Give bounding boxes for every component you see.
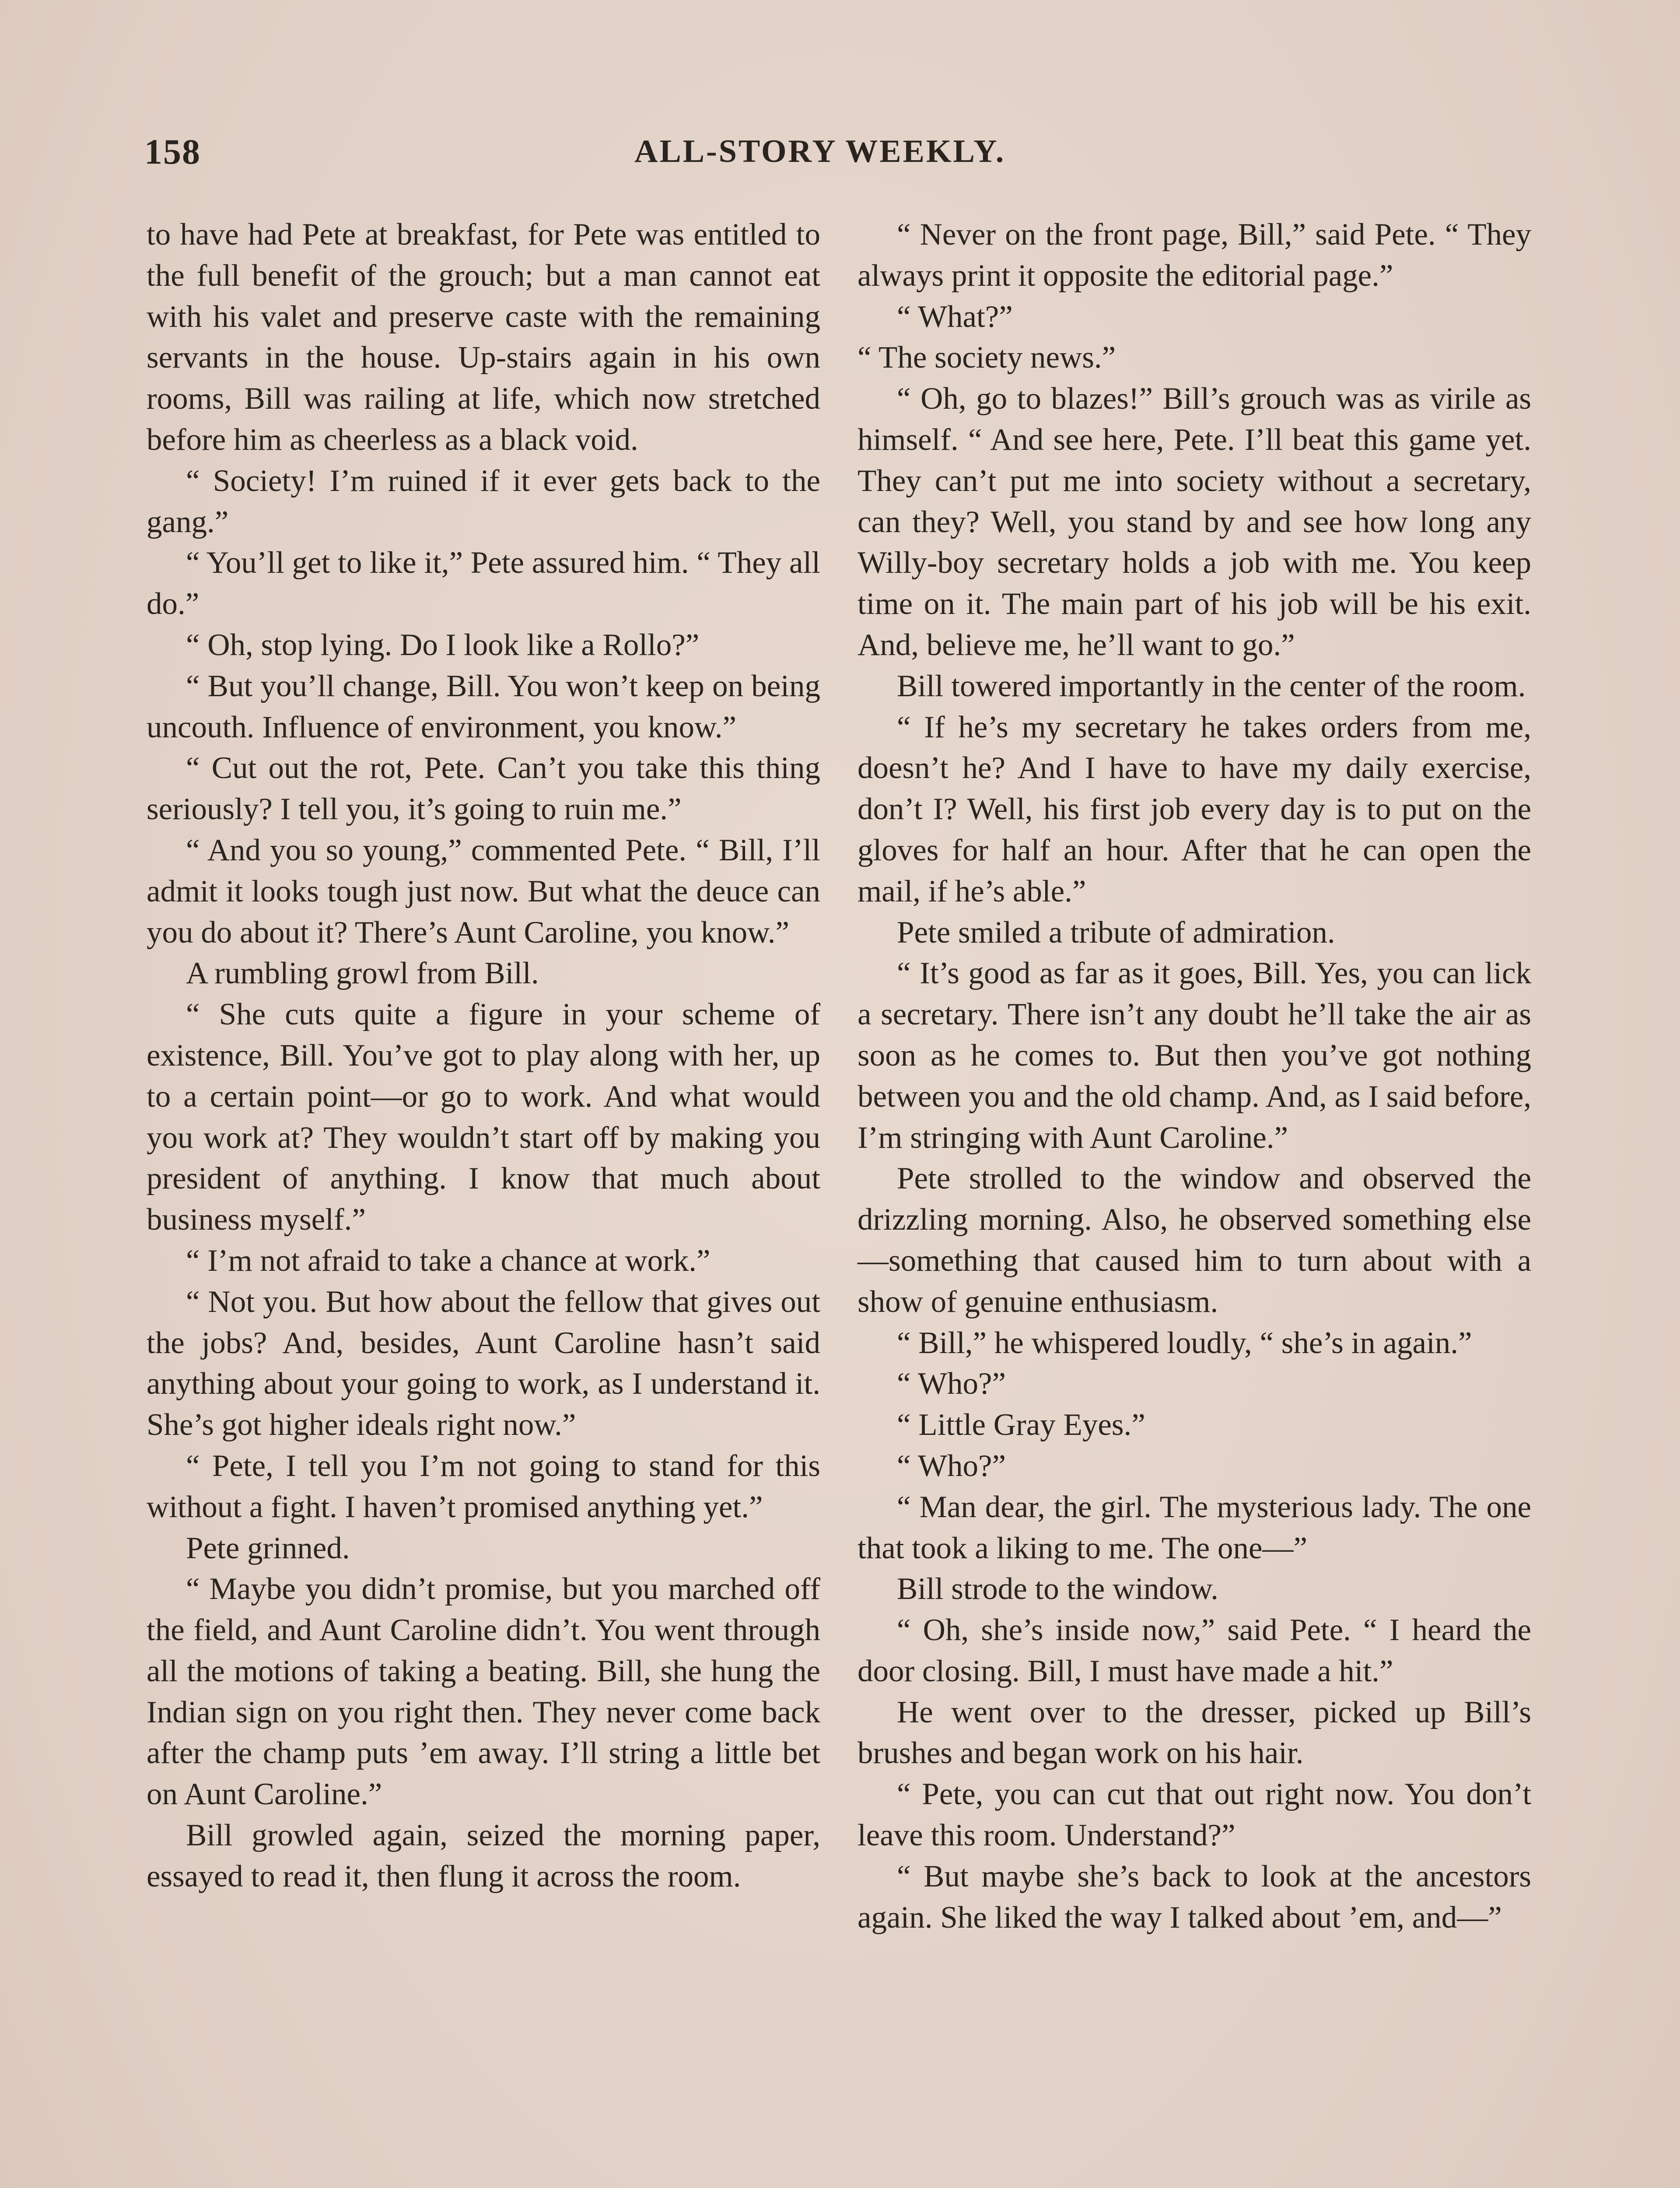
page-number: 158 bbox=[144, 132, 201, 172]
paragraph: “ If he’s my secretary he takes orders from me, doesn’t he? And I have to have my daily exercise, don’t I? Well, his first job every day is to put on the gloves for half an hour. After that he can open the mail, if he’s able.” bbox=[858, 710, 1531, 908]
paragraph: “ Pete, I tell you I’m not going to stand for this without a fight. I haven’t promised anything yet.” bbox=[147, 1448, 820, 1524]
paragraph: Bill growled again, seized the morning paper, essayed to read it, then flung it across the room. bbox=[147, 1818, 820, 1893]
paragraph: “ Who?” bbox=[897, 1367, 1006, 1401]
paragraph: “ And you so young,” commented Pete. “ Bill, I’ll admit it looks tough just now. But what the deuce can you do about it? There’s Aunt Caroline, you know.” bbox=[147, 833, 820, 950]
paragraph: “ It’s good as far as it goes, Bill. Yes, you can lick a secretary. There isn’t any doubt he’ll take the air as soon as he comes to. But then you’ve got nothing between you and the old champ. And, as I said before, I’m stringing with Aunt Caroline.” bbox=[858, 956, 1531, 1155]
paragraph: “ You’ll get to like it,” Pete assured him. “ They all do.” bbox=[147, 546, 820, 621]
paragraph: “ Maybe you didn’t promise, but you marched off the field, and Aunt Caroline didn’t. You went through all the motions of taking a beating. Bill, she hung the Indian sign on you right then. They never come back after the champ puts ’em away. I’ll string a little bet on Aunt Caroline.” bbox=[147, 1572, 820, 1812]
running-title: ALL-STORY WEEKLY. bbox=[634, 133, 1006, 169]
paragraph: A rumbling growl from Bill. bbox=[186, 956, 539, 991]
paragraph: to have had Pete at breakfast, for Pete was entitled to the full benefit of the grouch; but a man cannot eat with his valet and preserve caste with the remaining servants in the house. Up-stairs again in his own rooms, Bill was railing at life, which now stretched before him as cheerless as a black void. bbox=[147, 217, 820, 457]
paragraph: “ But maybe she’s back to look at the ancestors again. She liked the way I talked about ’em, and—” bbox=[858, 1859, 1531, 1935]
paragraph: “ Bill,” he whispered loudly, “ she’s in again.” bbox=[897, 1325, 1472, 1360]
paragraph: “ Oh, go to blazes!” Bill’s grouch was as virile as himself. “ And see here, Pete. I’ll beat this game yet. They can’t put me into society without a secretary, can they? Well, you stand by and see how long any Willy-boy secretary holds a job with me. You keep time on it. The main part of his job will be his exit. And, believe me, he’ll want to go.” bbox=[858, 382, 1531, 662]
paragraph: He went over to the dresser, picked up Bill’s brushes and began work on his hair. bbox=[858, 1695, 1531, 1771]
paragraph: Bill strode to the window. bbox=[897, 1572, 1218, 1606]
left-column bbox=[147, 214, 820, 1897]
paragraph: “ Pete, you can cut that out right now. You don’t leave this room. Understand?” bbox=[858, 1777, 1531, 1853]
paragraph: “ Oh, stop lying. Do I look like a Rollo?” bbox=[186, 628, 700, 662]
paragraph: “ What?” bbox=[897, 299, 1013, 334]
paragraph: “ She cuts quite a figure in your scheme of existence, Bill. You’ve got to play along with her, up to a certain point—or go to work. And what would you work at? They wouldn’t start off by making you president of anything. I know that much about business myself.” bbox=[147, 997, 820, 1237]
paragraph: Pete smiled a tribute of admiration. bbox=[897, 915, 1335, 950]
paragraph: “ The society news.” bbox=[858, 340, 1116, 375]
paragraph: “ Never on the front page, Bill,” said Pete. “ They always print it opposite the editorial page.” bbox=[858, 217, 1531, 293]
paragraph: Bill towered importantly in the center of the room. bbox=[897, 669, 1526, 703]
paragraph: “ Oh, she’s inside now,” said Pete. “ I heard the door closing. Bill, I must have made a hit.” bbox=[858, 1613, 1531, 1688]
paragraph: Pete grinned. bbox=[186, 1531, 350, 1565]
paragraph: “ Who?” bbox=[897, 1448, 1006, 1483]
paragraph: “ Little Gray Eyes.” bbox=[897, 1408, 1145, 1442]
paragraph: “ I’m not afraid to take a chance at work.” bbox=[186, 1243, 710, 1278]
paragraph: Pete strolled to the window and observed the drizzling morning. Also, he observed something else—something that caused him to turn about with a show of genuine enthusiasm. bbox=[858, 1161, 1531, 1319]
paragraph: “ Not you. But how about the fellow that gives out the jobs? And, besides, Aunt Caroline hasn’t said anything about your going to work, as I understand it. She’s got higher ideals right now.” bbox=[147, 1284, 820, 1442]
paragraph: “ Cut out the rot, Pete. Can’t you take this thing seriously? I tell you, it’s going to ruin me.” bbox=[147, 751, 820, 827]
paragraph: “ But you’ll change, Bill. You won’t keep on being uncouth. Influence of environment, you know.” bbox=[147, 669, 820, 744]
paragraph: “ Society! I’m ruined if it ever gets back to the gang.” bbox=[147, 463, 820, 539]
page-header bbox=[144, 131, 1544, 184]
paragraph: “ Man dear, the girl. The mysterious lady. The one that took a liking to me. The one—” bbox=[858, 1490, 1531, 1565]
right-column bbox=[858, 214, 1531, 1938]
